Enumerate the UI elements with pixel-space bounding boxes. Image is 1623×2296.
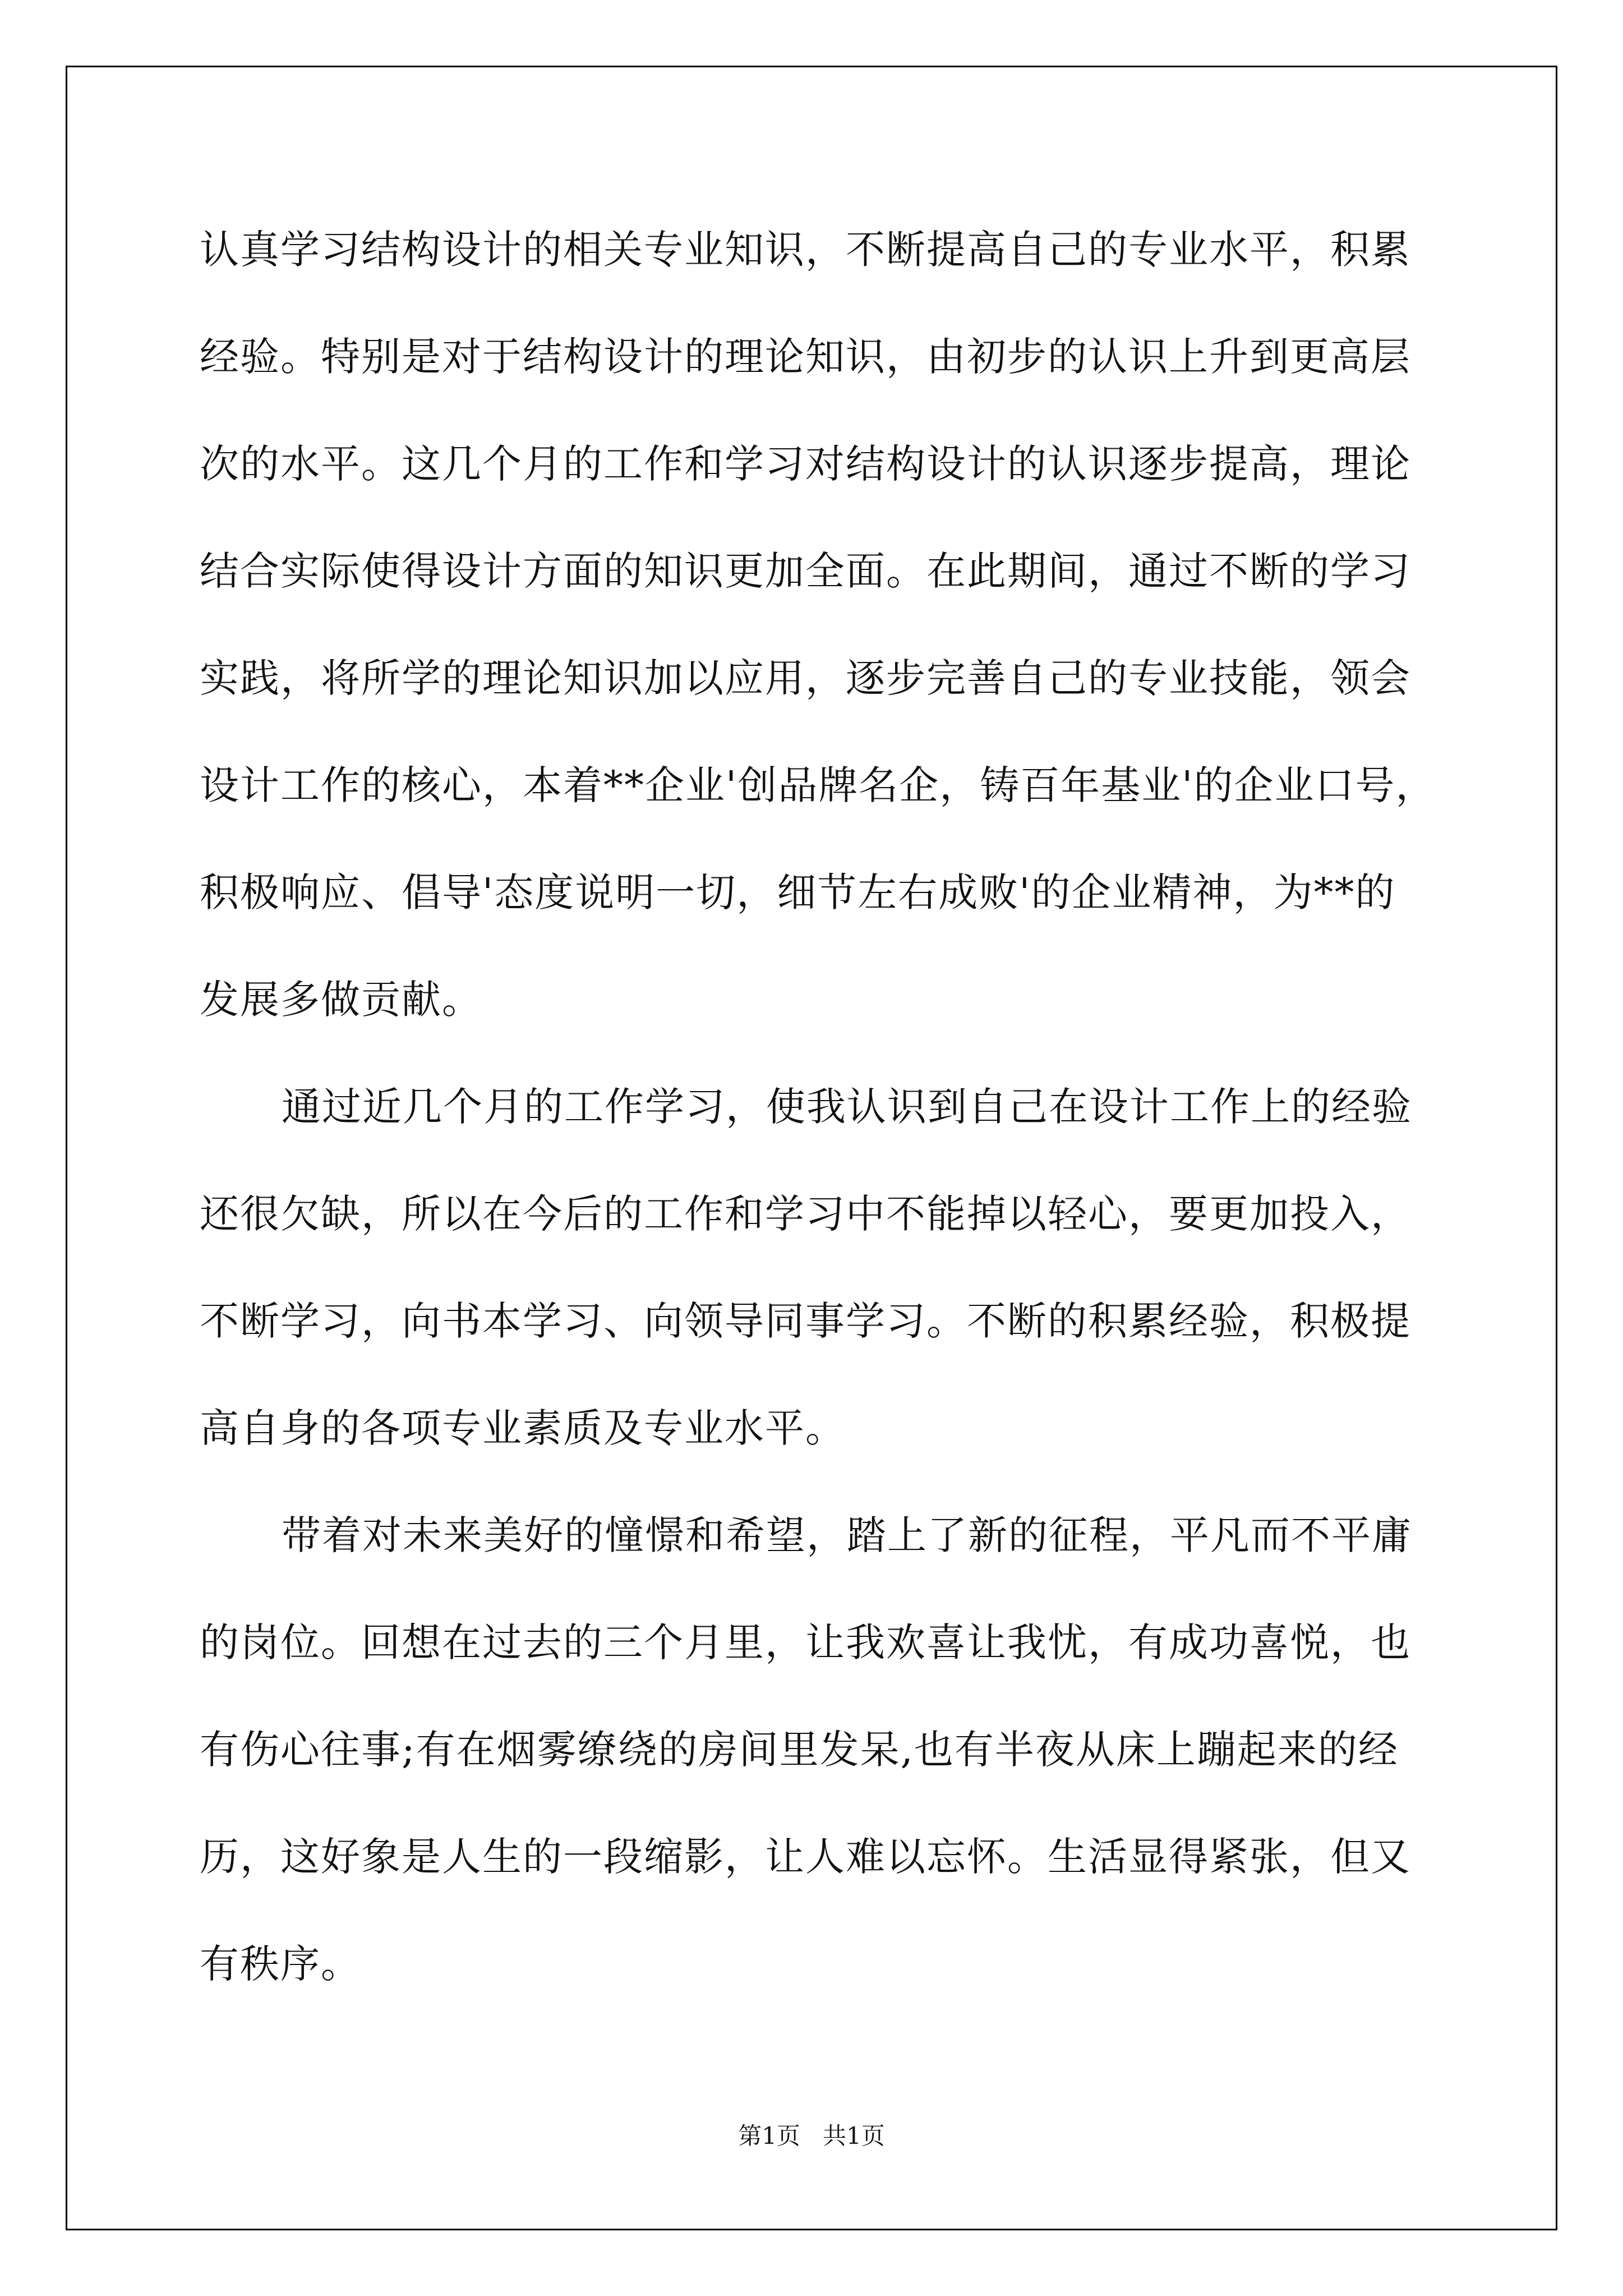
text-line: 次的水平。这几个月的工作和学习对结构设计的认识逐步提高，理论: [200, 441, 1411, 487]
paragraph-2: [200, 1073, 1461, 1502]
text-line: 结合实际使得设计方面的知识更加全面。在此期间，通过不断的学习: [200, 548, 1411, 594]
text-line: 不断学习，向书本学习、向领导同事学习。不断的积累经验，积极提: [200, 1298, 1411, 1344]
document-body: [200, 216, 1461, 2037]
text-line: 有秩序。: [200, 1941, 361, 1987]
text-line: 高自身的各项专业素质及专业水平。: [200, 1405, 846, 1451]
text-line: 历，这好象是人生的一段缩影，让人难以忘怀。生活显得紧张，但又: [200, 1834, 1411, 1880]
text-line: 发展多做贡献。: [200, 977, 482, 1023]
paragraph-3: [200, 1502, 1461, 2037]
text-line: 还很欠缺，所以在今后的工作和学习中不能掉以轻心，要更加投入，: [200, 1191, 1411, 1237]
text-line: 设计工作的核心，本着**企业'创品牌名企，铸百年基业'的企业口号，: [200, 762, 1436, 808]
paragraph-1: [200, 216, 1461, 1073]
text-line: 有伤心往事;有在烟雾缭绕的房间里发呆,也有半夜从床上蹦起来的经: [200, 1727, 1399, 1773]
text-line: 实践，将所学的理论知识加以应用，逐步完善自己的专业技能，领会: [200, 655, 1411, 701]
text-line: 的岗位。回想在过去的三个月里，让我欢喜让我忧，有成功喜悦，也: [200, 1619, 1411, 1665]
text-line: 积极响应、倡导'态度说明一切，细节左右成败'的企业精神，为**的: [200, 869, 1396, 915]
text-line: 通过近几个月的工作学习，使我认识到自己在设计工作上的经验: [282, 1084, 1412, 1130]
text-line: 认真学习结构设计的相关专业知识，不断提高自己的专业水平，积累: [200, 227, 1411, 273]
page-number: 第1页 共1页: [738, 2122, 885, 2150]
text-line: 带着对未来美好的憧憬和希望，踏上了新的征程，平凡而不平庸: [282, 1512, 1412, 1558]
page-footer: [0, 2119, 1623, 2153]
text-line: 经验。特别是对于结构设计的理论知识，由初步的认识上升到更高层: [200, 334, 1411, 380]
